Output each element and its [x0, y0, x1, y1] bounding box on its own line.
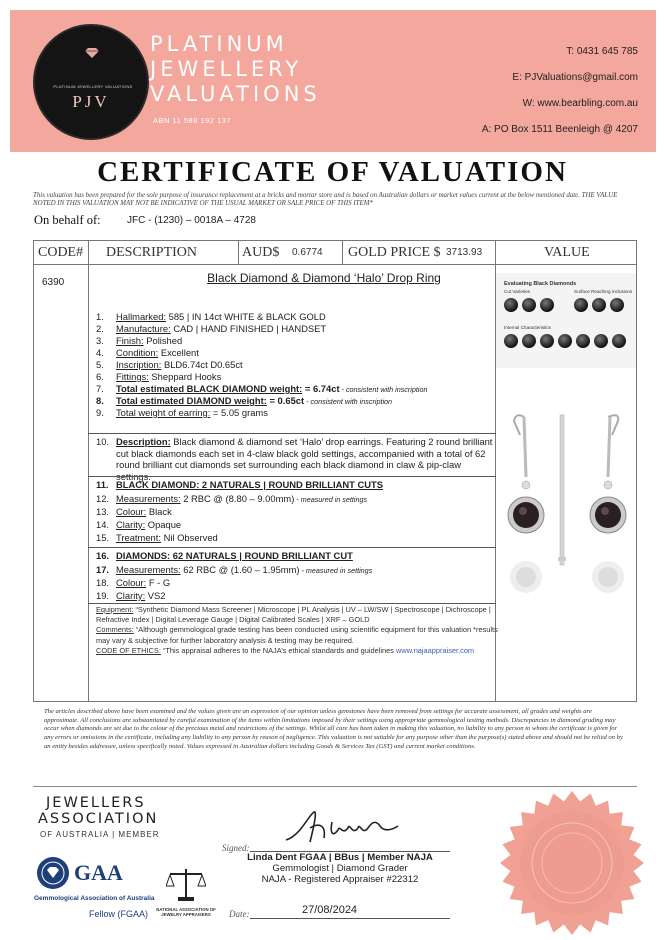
on-behalf-value: JFC - (1230) – 0018A – 4728: [127, 215, 256, 226]
signer-registration: NAJA - Registered Appraiser #22312: [261, 874, 419, 885]
valuation-table: CODE# DESCRIPTION AUD$ 0.6774 GOLD PRICE $ 3713.93 VALUE 6390 Black Diamond & Diamond ‘Halo’ Drop Ring 1. Hallmarked: 585 | IN 14ct WHITE & BLACK GOLD 2. Manufacture: CAD | HAND FINISHED | HANDSET 3. Finish: Polished 4. Condition: Excellent 5. Inscription: BLD6.74ct D0.65ct 6. Fittings: Sheppard Hooks 7. Total estimated BLACK DIAMOND weight: = 6.74ct - consistent with inscription 8. Total estimated DIAMOND weight: = 0.65ct - consistent with inscription 9. Total weight of earring: = 5.05 grams 10. Description: Black diamond & diamond set ‘Halo’ drop earrings. Featuring 2 round brilliant cut black diamonds each set in 4-claw black gold settings, accompanied with a total of 62 round brilliant cut diamonds set surrounding each black diamond in claw & pip-claw settings. 11. BLACK DIAMOND: 2 NATURALS | ROUND BRILLIANT CUTS 12. Measurements: 2 RBC @ (8.80 – 9.00mm) - measured in settings 13. Colour: Black 14. Clarity: Opaque 15. Treatment: Nil Observed 16. DIAMONDS: 62 NATURALS | ROUND BRILLIANT CUT 17. Measurements: 62 RBC @ (1.60 – 1.95mm) - measured in settings 18. Colour: F - G 19. Clarity: VS2 Equipment: “Synthetic Diamond Mass Screener | Microscope | PL Analysis | UV – LW/SW | Spectroscope | Dichroscope | Refractive Index | Digital Leverage Gauge | Digital Calibrated Scales | XRF – GOLD Comments: “Although gemmological grade testing has been conducted using scientific equipment for this valuation *results may vary & subjective for further laboratory analysis & testing may be required. CODE OF ETHICS: “This appraisal adheres to the NAJA’s ethical standards and guidelines www.najaappraiser.com Evaluating Black Diamonds Cut Varieties Surface Reaching Inclusions Internal Characteristics: [33, 240, 637, 702]
gold-price-header: GOLD PRICE $: [348, 245, 441, 260]
signer-name: Linda Dent FGAA | BBus | Member NAJA: [247, 852, 433, 863]
bd-colour-value: Black: [146, 506, 172, 517]
value-header: VALUE: [544, 245, 590, 260]
black-diamond-weight-note: - consistent with inscription: [339, 385, 428, 394]
signer-title: Gemmologist | Diamond Grader: [272, 863, 408, 874]
manufacture-label: Manufacture:: [116, 323, 171, 334]
pjv-logo: [33, 24, 149, 140]
jaa-logo-line1: JEWELLERS: [46, 795, 146, 811]
finish-label: Finish:: [116, 335, 144, 346]
item-code: 6390: [42, 277, 65, 288]
inscription-value: BLD6.74ct D0.65ct: [161, 359, 243, 370]
description-label: Description:: [116, 436, 171, 447]
email: E: PJValuations@gmail.com: [512, 72, 638, 83]
jaa-logo-line3: OF AUSTRALIA | MEMBER: [40, 830, 160, 839]
code-header: CODE#: [38, 245, 84, 260]
inscription-label: Inscription:: [116, 359, 162, 370]
chart-subtitle: Cut Varieties: [504, 289, 530, 294]
finish-value: Polished: [143, 335, 183, 346]
naja-caption: NATIONAL ASSOCIATION OF JEWELRY APPRAISERS: [156, 907, 216, 917]
diamond-icon: [85, 48, 99, 58]
ethics-label: CODE OF ETHICS:: [96, 645, 161, 655]
bd-treatment-label: Treatment:: [116, 532, 161, 543]
equipment-text: “Synthetic Diamond Mass Screener | Microscope | PL Analysis | UV – LW/SW | Spectroscope | Dichroscope | Refractive Index | Digital Leverage Gauge | Digital Calibrated Scales | XRF – GOLD: [96, 605, 491, 625]
manufacture-value: CAD | HAND FINISHED | HANDSET: [170, 323, 327, 334]
gaa-caption: Gemmological Association of Australia: [34, 895, 155, 902]
gaa-logo: GAA: [74, 860, 123, 885]
stone-icon: [522, 298, 536, 312]
brand-line-3: VALUATIONS: [150, 82, 321, 106]
brand-name: [150, 32, 321, 107]
naja-link[interactable]: www.najaappraiser.com: [396, 645, 475, 655]
stone-icon: [610, 298, 624, 312]
stone-icon: [612, 334, 626, 348]
section-divider: [88, 603, 496, 604]
black-diamond-heading: BLACK DIAMOND: 2 NATURALS | ROUND BRILLIANT CUTS: [116, 479, 384, 490]
stone-icon: [558, 334, 572, 348]
stone-icon: [574, 298, 588, 312]
bd-colour-label: Colour:: [116, 506, 147, 517]
signer-block: [220, 852, 460, 885]
gaa-globe-icon: [36, 856, 70, 890]
earring-photo: [496, 407, 636, 607]
item-title: Black Diamond & Diamond ‘Halo’ Drop Ring: [207, 271, 441, 285]
stone-icon: [522, 334, 536, 348]
on-behalf-label: On behalf of:: [34, 213, 101, 227]
brand-line-1: PLATINUM: [150, 32, 288, 56]
aud-value: 0.6774: [292, 247, 323, 258]
d-measurements-note: - measured in settings: [299, 566, 373, 575]
column-divider: [342, 241, 343, 265]
bd-treatment-value: Nil Observed: [160, 532, 218, 543]
brand-line-2: JEWELLERY: [150, 57, 303, 81]
logo-caption: PLATINUM JEWELLERY VALUATIONS: [53, 84, 133, 89]
valuation-disclaimer: This valuation has been prepared for the sole purpose of insurance replacement at a bricks and mortar store and is based on Australian dollars or market values current at the below mentioned date. THE VALUE NOTED IN THIS VALUATION MAY NOT BE INDICATIVE OF THE USUAL MARKET OR SALE PRICE OF THIS ITEM*: [33, 192, 618, 208]
section-divider: [88, 476, 496, 477]
abn-number: ABN 11 588 192 137: [153, 116, 232, 125]
postal-address: A: PO Box 1511 Beenleigh @ 4207: [481, 124, 638, 135]
bd-measurements-label: Measurements:: [116, 493, 181, 504]
diamond-weight-note: - consistent with inscription: [304, 397, 393, 406]
gold-price-value: 3713.93: [446, 247, 483, 258]
jaa-logo-line2: ASSOCIATION: [38, 811, 159, 827]
total-weight-label: Total weight of earring:: [116, 407, 211, 418]
stone-icon: [540, 298, 554, 312]
embossed-seal: [497, 788, 647, 938]
section-divider: [88, 547, 496, 548]
condition-label: Condition:: [116, 347, 159, 358]
comments-text: “Although gemmological grade testing has been conducted using scientific equipment for this valuation *results may vary & subjective for further laboratory analysis & testing may be required.: [96, 625, 498, 645]
diamond-weight-label: Total estimated DIAMOND weight:: [116, 395, 267, 406]
stone-icon: [576, 334, 590, 348]
website: W: www.bearbling.com.au: [522, 98, 638, 109]
equipment-label: Equipment:: [96, 605, 134, 614]
comments-label: Comments:: [96, 625, 134, 635]
d-measurements-label: Measurements:: [116, 564, 181, 575]
total-weight-value: = 5.05 grams: [210, 407, 268, 418]
date-line: [250, 918, 450, 919]
chart-subtitle: Surface Reaching Inclusions: [574, 289, 633, 294]
stone-icon: [504, 334, 518, 348]
hallmark-label: Hallmarked:: [116, 311, 167, 322]
divider-line: [33, 786, 637, 787]
stone-icon: [594, 334, 608, 348]
diamonds-heading: DIAMONDS: 62 NATURALS | ROUND BRILLIANT CUT: [116, 550, 353, 561]
logo-initials: PJV: [72, 92, 110, 111]
signed-label: Signed:: [222, 843, 250, 853]
bd-measurements-note: - measured in settings: [294, 495, 368, 504]
letterhead: [10, 10, 656, 152]
hallmark-value: 585 | IN 14ct WHITE & BLACK GOLD: [166, 311, 326, 322]
d-clarity-label: Clarity:: [116, 590, 146, 601]
phone: T: 0431 645 785: [566, 46, 638, 57]
d-colour-label: Colour:: [116, 577, 147, 588]
black-diamond-weight-value: = 6.74ct: [302, 383, 340, 394]
description-header: DESCRIPTION: [106, 245, 198, 260]
d-measurements-value: 62 RBC @ (1.60 – 1.95mm): [180, 564, 300, 575]
bd-clarity-label: Clarity:: [116, 519, 146, 530]
black-diamond-weight-label: Total estimated BLACK DIAMOND weight:: [116, 383, 303, 394]
bd-measurements-value: 2 RBC @ (8.80 – 9.00mm): [180, 493, 295, 504]
bd-clarity-value: Opaque: [145, 519, 182, 530]
certificate-title: CERTIFICATE OF VALUATION: [97, 156, 568, 188]
table-header-row: [34, 241, 636, 265]
ethics-text: “This appraisal adheres to the NAJA’s ethical standards and guidelines: [160, 645, 397, 655]
column-divider: [88, 241, 89, 701]
section-divider: [88, 433, 496, 434]
d-clarity-value: VS2: [145, 590, 166, 601]
chart-subtitle: Internal Characteristics: [504, 325, 551, 330]
description-text: Black diamond & diamond set ‘Halo’ drop earrings. Featuring 2 round brilliant cut black diamonds each set in 4-claw black gold settings, accompanied with a total of 62 round brilliant cut diamonds set surrounding each black diamond in claw & pip-claw settings.: [116, 436, 493, 482]
testing-notes: [96, 605, 506, 656]
legal-disclaimer: The articles described above have been examined and the values given are an expression of our opinion unless gemstones have been removed from settings for accurate assessment, all grades and weights are approximate. All conclusions are substantiated by careful examination of the items within limitations imposed by their settings using appropriate gemmological testing methods. Discrepancies in diamond grading may occur when diamonds are set due to the colour of the precious metal and restrictions of the settings. Whilst all care has been taken in making this valuation, no liability to any person to whom the certificate is given for any errors or omissions in the certificate, including any liability to any person by reason of negligence. This valuation is not suitable for any purpose other than the purpose(s) stated above and should not be relied on by an entity besides addressee, unless specifically noted. Values expressed in Australian dollars including Goods & Services Tax (GST) and current market conditions.: [44, 708, 623, 750]
fellow-membership: Fellow (FGAA): [89, 909, 149, 919]
naja-scales-icon: [166, 866, 206, 904]
handwritten-signature: [280, 806, 410, 850]
column-divider: [238, 241, 239, 265]
d-colour-value: F - G: [146, 577, 171, 588]
valuation-date: 27/08/2024: [302, 904, 358, 916]
aud-header: AUD$: [242, 245, 280, 260]
stone-icon: [540, 334, 554, 348]
fittings-value: Sheppard Hooks: [148, 371, 222, 382]
stone-icon: [504, 298, 518, 312]
diamond-weight-value: = 0.65ct: [266, 395, 305, 406]
date-label: Date:: [229, 909, 250, 919]
black-diamond-chart: [496, 273, 636, 368]
stone-icon: [592, 298, 606, 312]
condition-value: Excellent: [158, 347, 199, 358]
chart-title: Evaluating Black Diamonds: [504, 281, 577, 287]
fittings-label: Fittings:: [116, 371, 149, 382]
